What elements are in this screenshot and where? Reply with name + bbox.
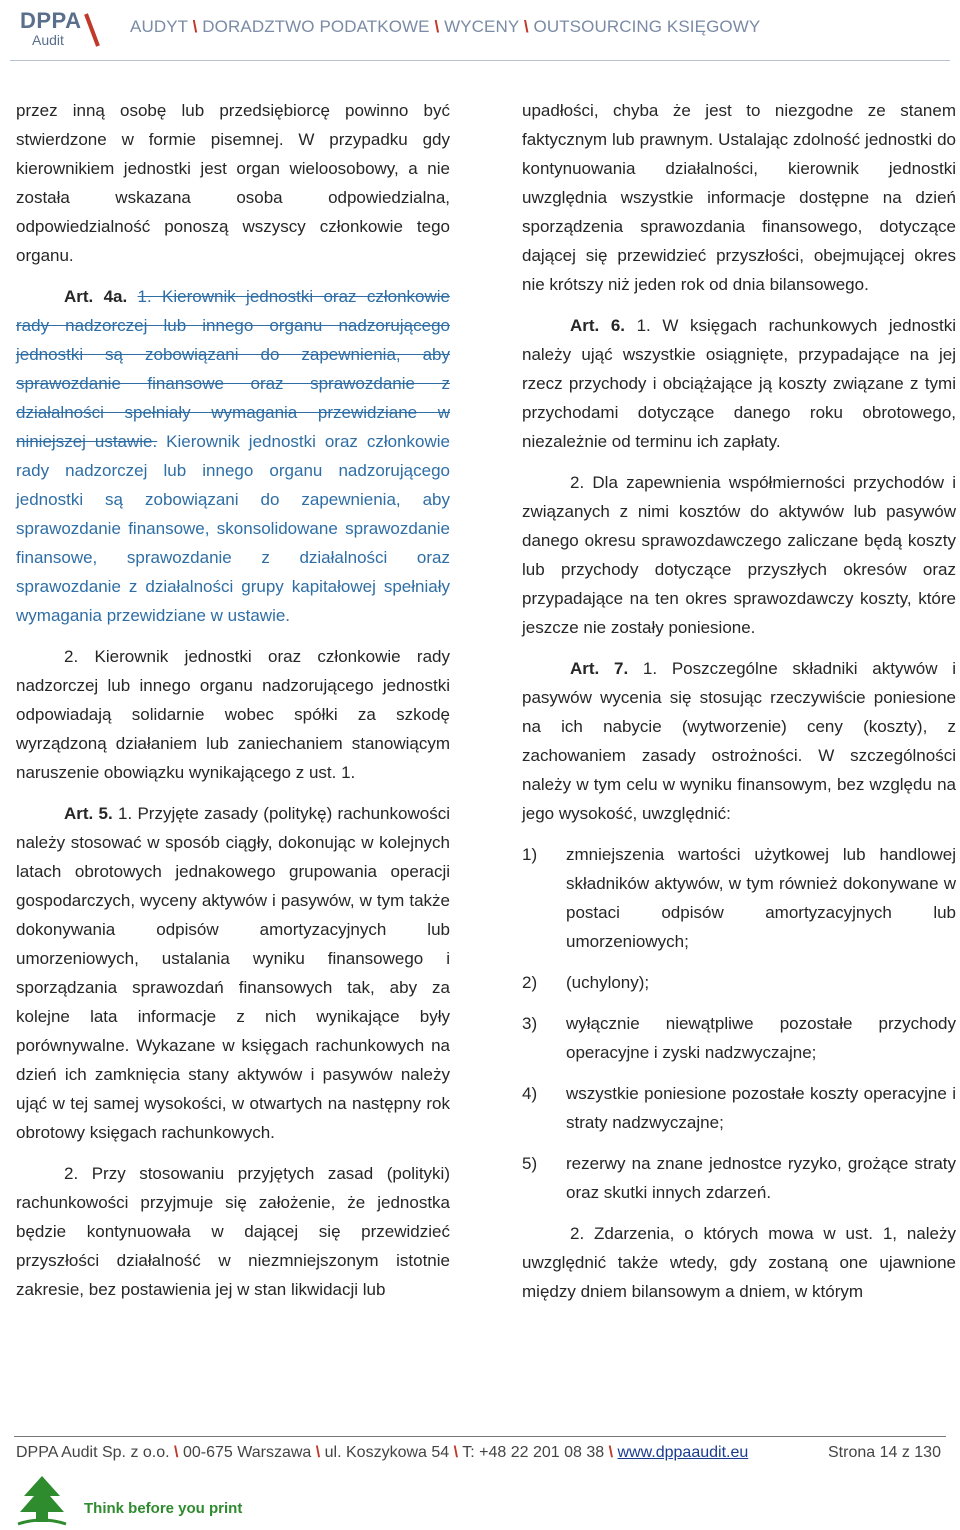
tree-icon <box>14 1472 70 1526</box>
article-4a <box>16 282 450 630</box>
page-header <box>0 0 960 60</box>
list-number: 4) <box>522 1084 538 1103</box>
logo-sub-text: Audit <box>32 32 64 48</box>
list-number: 5) <box>522 1154 538 1173</box>
list-number: 1) <box>522 845 538 864</box>
footer-address: 00-675 Warszawa <box>182 1444 312 1461</box>
article-text: 1. Przyjęte zasady (politykę) rachunkowości należy stosować w sposób ciągły, dokonując w kolejnych latach obrotowych jednakowego grupowania operacji gospodarczych, wyceny aktywów i pasywów, w tym także dokonywania odpisów amortyzacyjnych lub umorzeniowych, ustalania wyniku finansowego i sporządzania sprawozdań finansowych tak, aby za kolejne lata informacje z nich wynikające były porównywalne. Wykazane w księgach rachunkowych na dzień ich zamknięcia stany aktywów i pasywów należy ująć w tej samej wysokości, w otwartych na następny rok obrotowy księgach rachunkowych. <box>16 804 450 1142</box>
article-text: 1. W księgach rachunkowych jednostki należy ująć wszystkie osiągnięte, przypadające na jej rzecz przychody i obciążające ją koszty związane z tymi przychodami dotyczące danego roku obrotowego, niezależnie od terminu ich zapłaty. <box>522 316 956 451</box>
think-slogan: Think before you print <box>84 1500 243 1517</box>
list-item <box>522 840 956 956</box>
logo-main-text: DPPA <box>20 8 82 33</box>
left-column <box>16 96 450 1316</box>
article-label: Art. 4a. <box>64 287 128 306</box>
article-label: Art. 7. <box>570 659 629 678</box>
list-text: wyłącznie niewątpliwe pozostałe przychody operacyjne i zyski nadzwyczajne; <box>566 1014 956 1062</box>
deleted-text: 1. Kierownik jednostki oraz członkowie rady nadzorczej lub innego organu nadzorującego jednostki są zobowiązani do zapewnienia, aby sprawozdanie finansowe oraz sprawozdanie z działalności spełniały wymagania przewidziane w niniejszej ustawie. <box>16 287 450 451</box>
footer-separator: \ <box>174 1444 179 1461</box>
footer-separator: \ <box>315 1444 321 1461</box>
nav-audyt: AUDYT <box>130 17 188 36</box>
paragraph: upadłości, chyba że jest to niezgodne ze stanem faktycznym lub prawnym. Ustalając zdolność jednostki do kontynuowania działalności, kierownik jednostki uwzględnia wszystkie informacje dostępne na dzień sporządzenia sprawozdania finansowego, dotyczące dającej się przewidzieć przyszłości, obejmującej okres nie krótszy niż jeden rok od dnia bilansowego. <box>522 101 956 294</box>
article-label: Art. 6. <box>570 316 626 335</box>
list-item <box>522 1149 956 1207</box>
list-item <box>522 968 956 997</box>
paragraph: 2. Zdarzenia, o których mowa w ust. 1, należy uwzględnić także wtedy, gdy zostaną one ujawnione między dniem bilansowym a dniem, w którym <box>522 1224 956 1301</box>
website-link[interactable]: www.dppaaudit.eu <box>617 1444 749 1461</box>
footer-separator: \ <box>453 1444 459 1461</box>
page-footer <box>16 1444 946 1462</box>
right-column <box>522 96 956 1318</box>
list-number: 2) <box>522 973 538 992</box>
footer-street: ul. Koszykowa 54 <box>324 1444 450 1461</box>
logo-slash-icon <box>84 12 100 48</box>
paragraph: 2. Dla zapewnienia współmierności przychodów i związanych z nimi kosztów do aktywów lub pasywów danego okresu sprawozdawczego zaliczane będą koszty lub przychody dotyczące przyszłych okresów oraz przypadające na ten okres sprawozdawczy koszty, które jeszcze nie zostały poniesione. <box>522 473 956 637</box>
list-text: (uchylony); <box>566 973 650 992</box>
article-7 <box>522 654 956 828</box>
enumeration-list <box>522 840 956 1207</box>
article-5 <box>16 799 450 1147</box>
footer-separator: \ <box>608 1444 614 1461</box>
header-divider <box>10 60 950 61</box>
amended-text: Kierownik jednostki oraz członkowie rady nadzorczej lub innego organu nadzorującego jednostki są zobowiązani do zapewnienia, aby sprawozdanie finansowe, skonsolidowane sprawozdanie finansowe, sprawozdanie z działalności oraz sprawozdanie z działalności grupy kapitałowej spełniały wymagania przewidziane w ustawie. <box>16 432 450 625</box>
nav-doradztwo: DORADZTWO PODATKOWE <box>202 17 430 36</box>
nav-separator: \ <box>523 17 529 36</box>
article-6 <box>522 311 956 456</box>
page-number: Strona 14 z 130 <box>828 1444 941 1461</box>
article-text: 1. Poszczególne składniki aktywów i pasywów wycenia się stosując rzeczywiście poniesione na ich nabycie (wytworzenie) ceny (koszty), z zachowaniem zasady ostrożności. W szczególności należy w tym celu w wyniku finansowym, bez względu na jego wysokość, uwzględnić: <box>522 659 956 823</box>
paragraph: 2. Przy stosowaniu przyjętych zasad (polityki) rachunkowości przyjmuje się założenie, że jednostka będzie kontynuowała w dającej się przewidzieć przyszłości działalność w niezmniejszonym istotnie zakresie, bez postawienia jej w stan likwidacji lub <box>16 1164 450 1299</box>
list-number: 3) <box>522 1014 538 1033</box>
list-text: rezerwy na znane jednostce ryzyko, grożące straty oraz skutki innych zdarzeń. <box>566 1154 956 1202</box>
list-item <box>522 1009 956 1067</box>
nav-outsourcing: OUTSOURCING KSIĘGOWY <box>533 17 761 36</box>
nav-wyceny: WYCENY <box>444 17 520 36</box>
list-text: wszystkie poniesione pozostałe koszty operacyjne i straty nadzwyczajne; <box>566 1084 956 1132</box>
header-services <box>130 17 760 37</box>
nav-separator: \ <box>192 17 198 36</box>
dppa-logo <box>20 8 100 50</box>
list-item <box>522 1079 956 1137</box>
list-text: zmniejszenia wartości użytkowej lub handlowej składników aktywów, w tym również dokonywane w postaci odpisów amortyzacyjnych lub umorzeniowych; <box>566 845 956 951</box>
footer-company: DPPA Audit Sp. z o.o. <box>16 1444 170 1461</box>
article-label: Art. 5. <box>64 804 113 823</box>
nav-separator: \ <box>434 17 440 36</box>
footer-phone: T: +48 22 201 08 38 <box>462 1444 605 1461</box>
footer-divider <box>14 1436 946 1437</box>
paragraph: przez inną osobę lub przedsiębiorcę powinno być stwierdzone w formie pisemnej. W przypadku gdy kierownikiem jednostki jest organ wieloosobowy, a nie została wskazana osoba odpowiedzialna, odpowiedzialność ponoszą wszyscy członkowie tego organu. <box>16 101 450 265</box>
paragraph: 2. Kierownik jednostki oraz członkowie rady nadzorczej lub innego organu nadzorującego jednostki odpowiadają solidarnie wobec spółki za szkodę wyrządzoną działaniem lub zaniechaniem stanowiącym naruszenie obowiązku wynikającego z ust. 1. <box>16 647 450 782</box>
